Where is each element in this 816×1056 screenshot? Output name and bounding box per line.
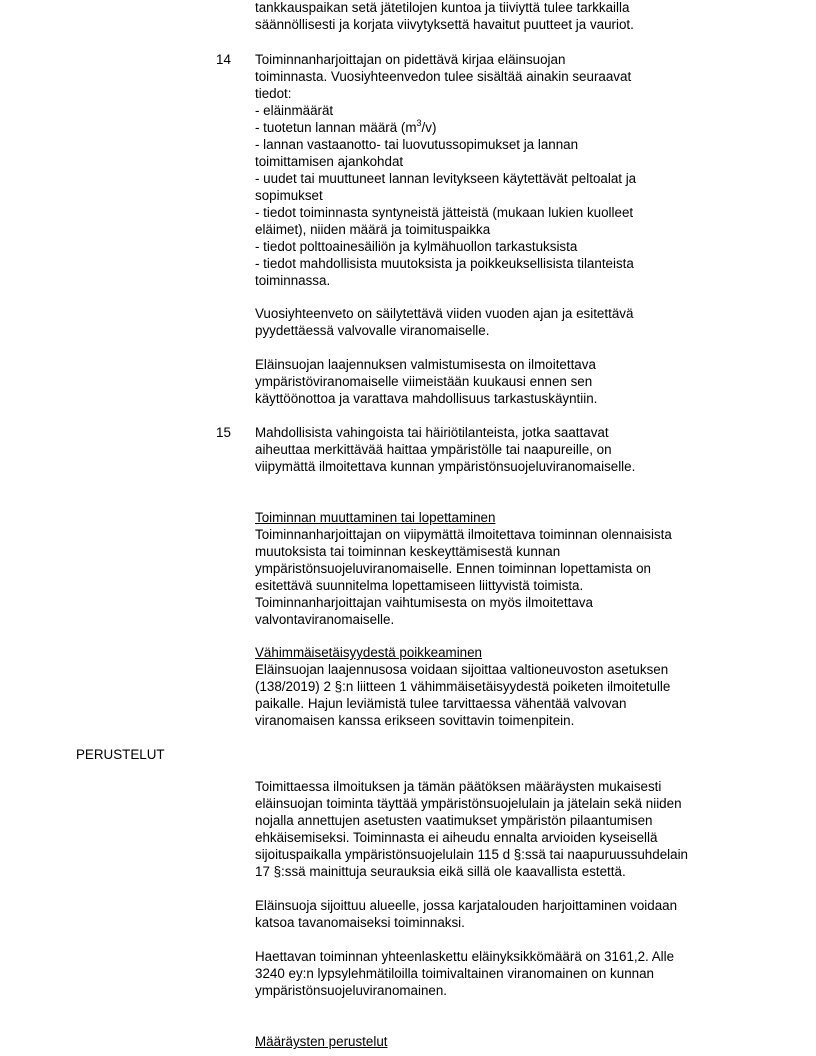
item-14-archive-paragraph bbox=[255, 305, 735, 339]
text-line: ympäristöviranomaiselle viimeistään kuukausi ennen sen bbox=[255, 374, 593, 389]
text-line: sopimukset bbox=[255, 188, 323, 203]
text-line: viranomaisen kanssa erikseen sovittavin toimenpitein. bbox=[255, 713, 575, 728]
section-heading: Vähimmäisetäisyydestä poikkeaminen bbox=[255, 645, 483, 660]
text-line: paikalle. Hajun leviämistä tulee tarvittaessa vähentää valvovan bbox=[255, 696, 627, 711]
text-line: toiminnasta. Vuosiyhteenvedon tulee sisältää ainakin seuraavat bbox=[255, 69, 632, 84]
text-line: säännöllisesti ja korjata viivytyksettä havaitut puutteet ja vauriot. bbox=[255, 17, 634, 32]
text-line: aiheuttaa merkittävää haittaa ympäristölle tai naapureille, on bbox=[255, 442, 612, 457]
text-line: käyttöönottoa ja varattava mahdollisuus tarkastuskäyntiin. bbox=[255, 391, 598, 406]
item-15-paragraph bbox=[255, 424, 735, 475]
item-number-14: 14 bbox=[216, 52, 231, 67]
section-heading: Toiminnan muuttaminen tai lopettaminen bbox=[255, 510, 496, 525]
text-line: pyydettäessä valvovalle viranomaiselle. bbox=[255, 323, 490, 338]
perustelut-paragraph-3 bbox=[255, 948, 735, 999]
text-line: - tiedot mahdollisista muutoksista ja poikkeuksellisista tilanteista bbox=[255, 256, 634, 271]
manure-suffix: /v) bbox=[421, 120, 437, 135]
perustelut-label: PERUSTELUT bbox=[76, 747, 165, 762]
manure-prefix: - tuotetun lannan määrä (m bbox=[255, 120, 417, 135]
text-line: viipymättä ilmoitettava kunnan ympäristönsuojeluviranomaiselle. bbox=[255, 459, 636, 474]
text-line: eläimet), niiden määrä ja toimituspaikka bbox=[255, 222, 491, 237]
text-line: Mahdollisista vahingoista tai häiriötilanteista, jotka saattavat bbox=[255, 425, 609, 440]
text-line: tiedot: bbox=[255, 86, 292, 101]
text-line: Toimittaessa ilmoituksen ja tämän päätöksen määräysten mukaisesti bbox=[255, 779, 662, 794]
text-line: sijoituspaikalla ympäristönsuojelulain 115 d §:ssä tai naapuruussuhdelain bbox=[255, 847, 688, 862]
item-14-list bbox=[255, 51, 735, 289]
change-section bbox=[255, 509, 735, 628]
perustelut-paragraph-1 bbox=[255, 778, 735, 880]
text-line: Vuosiyhteenveto on säilytettävä viiden vuoden ajan ja esitettävä bbox=[255, 306, 634, 321]
text-line: Haettavan toiminnan yhteenlaskettu eläinyksikkömäärä on 3161,2. Alle bbox=[255, 949, 675, 964]
text-line: - tiedot polttoainesäiliön ja kylmähuollon tarkastuksista bbox=[255, 239, 578, 254]
text-line: (138/2019) 2 §:n liitteen 1 vähimmäisetäisyydestä poiketen ilmoitetulle bbox=[255, 679, 671, 694]
text-line: tankkauspaikan setä jätetilojen kuntoa ja tiiviyttä tulee tarkkailla bbox=[255, 0, 630, 15]
text-line: - uudet tai muuttuneet lannan levitykseen käytettävät peltoalat ja bbox=[255, 171, 637, 186]
text-line: - lannan vastaanotto- tai luovutussopimukset ja lannan bbox=[255, 137, 579, 152]
text-line: Toiminnanharjoittajan on pidettävä kirjaa eläinsuojan bbox=[255, 52, 566, 67]
text-line: Toiminnanharjoittajan vaihtumisesta on myös ilmoitettava bbox=[255, 595, 593, 610]
manure-line bbox=[255, 119, 735, 136]
text-line: Eläinsuoja sijoittuu alueelle, jossa karjatalouden harjoittaminen voidaan bbox=[255, 898, 678, 913]
text-line: esitettävä suunnitelma lopettamiseen liittyvistä toimista. bbox=[255, 578, 584, 593]
intro-paragraph bbox=[255, 0, 735, 33]
text-line: toiminnassa. bbox=[255, 273, 331, 288]
text-line: katsoa tavanomaiseksi toiminnaksi. bbox=[255, 915, 465, 930]
text-line: ympäristönsuojeluviranomainen. bbox=[255, 983, 448, 998]
regulations-rationale-heading bbox=[255, 1033, 735, 1050]
perustelut-paragraph-2 bbox=[255, 897, 735, 931]
distance-section bbox=[255, 644, 735, 729]
text-line: Eläinsuojan laajennuksen valmistumisesta on ilmoitettava bbox=[255, 357, 596, 372]
text-line: valvontaviranomaiselle. bbox=[255, 612, 395, 627]
text-line: Eläinsuojan laajennusosa voidaan sijoittaa valtioneuvoston asetuksen bbox=[255, 662, 669, 677]
text-line: muutoksista tai toiminnan keskeyttämisestä kunnan bbox=[255, 544, 561, 559]
text-line: toimittamisen ajankohdat bbox=[255, 154, 404, 169]
text-line: 3240 ey:n lypsylehmätiloilla toimivaltainen viranomainen on kunnan bbox=[255, 966, 654, 981]
text-line: Toiminnanharjoittajan on viipymättä ilmoitettava toiminnan olennaisista bbox=[255, 527, 672, 542]
text-line: nojalla annettujen asetusten vaatimukset ympäristön pilaantumisen bbox=[255, 813, 653, 828]
text-line: 17 §:ssä mainittuja seurauksia eikä sillä ole kaavallista estettä. bbox=[255, 864, 626, 879]
section-heading: Määräysten perustelut bbox=[255, 1034, 388, 1049]
text-line: eläinsuojan toiminta täyttää ympäristönsuojelulain ja jätelain sekä niiden bbox=[255, 796, 682, 811]
manure-unit-superscript: 3 bbox=[416, 117, 422, 128]
text-line: - tiedot toiminnasta syntyneistä jätteistä (mukaan lukien kuolleet bbox=[255, 205, 634, 220]
item-number-15: 15 bbox=[216, 425, 231, 440]
item-14-notice-paragraph bbox=[255, 356, 735, 407]
text-line: ehkäisemiseksi. Toiminnasta ei aiheudu ennalta arvioiden kyseisellä bbox=[255, 830, 658, 845]
text-line: - eläinmäärät bbox=[255, 103, 334, 118]
text-line: ympäristönsuojeluviranomaiselle. Ennen toiminnan lopettamista on bbox=[255, 561, 651, 576]
